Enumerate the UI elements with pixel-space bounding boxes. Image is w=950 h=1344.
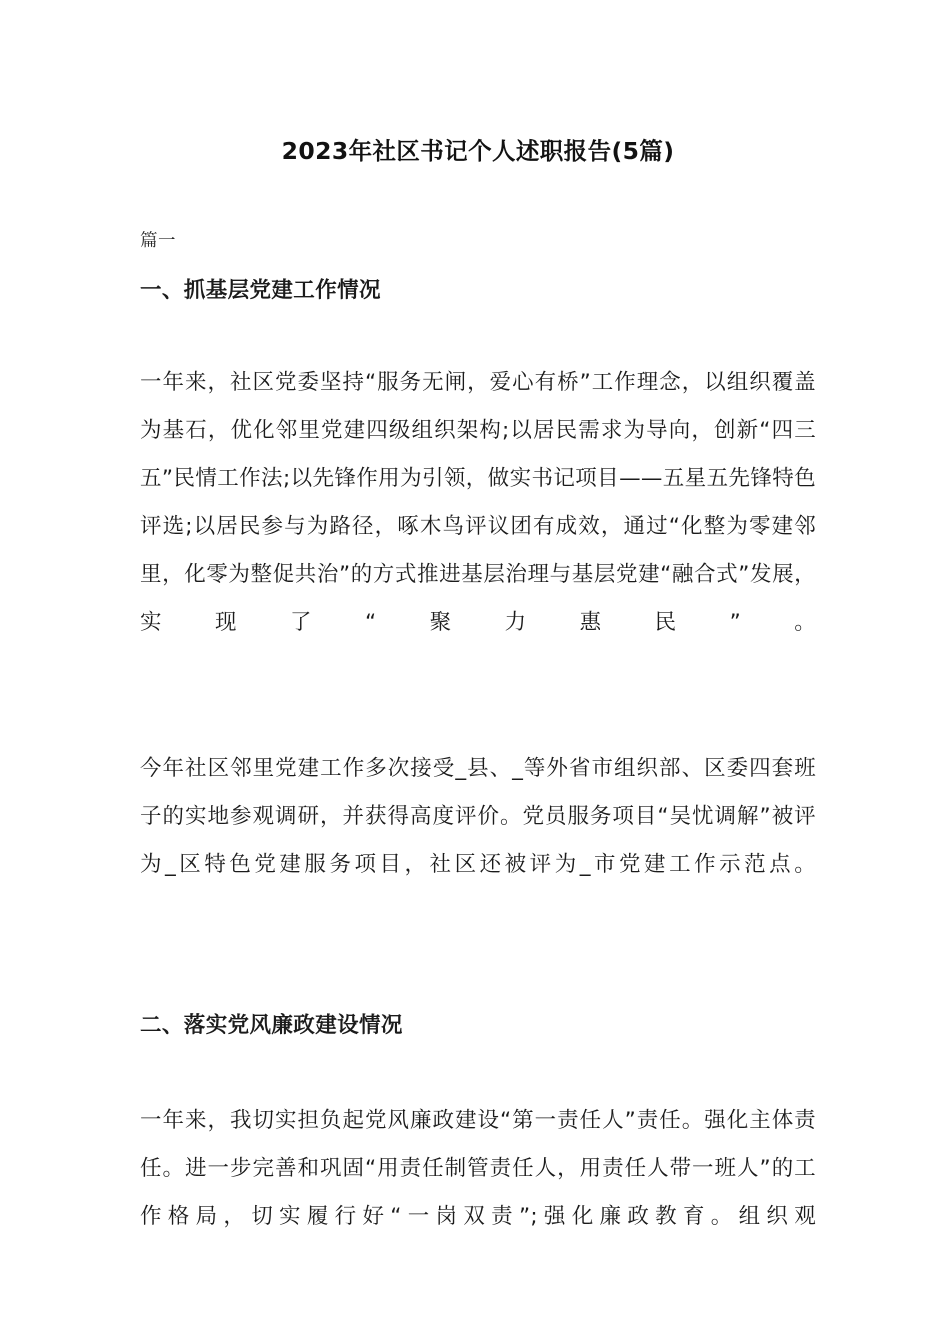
section-heading-two: 二、落实党风廉政建设情况	[140, 1013, 403, 1039]
paragraph-one-two: 今年社区邻里党建工作多次接受_县、_等外省市组织部、区委四套班子的实地参观调研，并获得高度评价。党员服务项目“吴忧调解”被评为_区特色党建服务项目，社区还被评为_市党建工作示范点。	[140, 756, 816, 878]
section-heading-one: 一、抓基层党建工作情况	[140, 278, 381, 303]
piece-label: 篇一	[140, 231, 176, 252]
paragraph-one-one: 一年来，社区党委坚持“服务无闸，爱心有桥”工作理念，以组织覆盖为基石，优化邻里党建四级组织架构;以居民需求为导向，创新“四三五”民情工作法;以先锋作用为引领，做实书记项目——五星五先锋特色评选;以居民参与为路径，啄木鸟评议团有成效，通过“化整为零建邻里，化零为整促共治”的方式推进基层治理与基层党建“融合式”发展，实现了“聚力惠民”。	[140, 370, 816, 636]
paragraph-two-one: 一年来，我切实担负起党风廉政建设“第一责任人”责任。强化主体责任。进一步完善和巩固“用责任制管责任人，用责任人带一班人”的工作格局，切实履行好“一岗双责”;强化廉政教育。组织观	[140, 1107, 816, 1229]
page-title: 2023年社区书记个人述职报告(5篇)	[281, 137, 675, 165]
document-content-column	[140, 0, 816, 1289]
